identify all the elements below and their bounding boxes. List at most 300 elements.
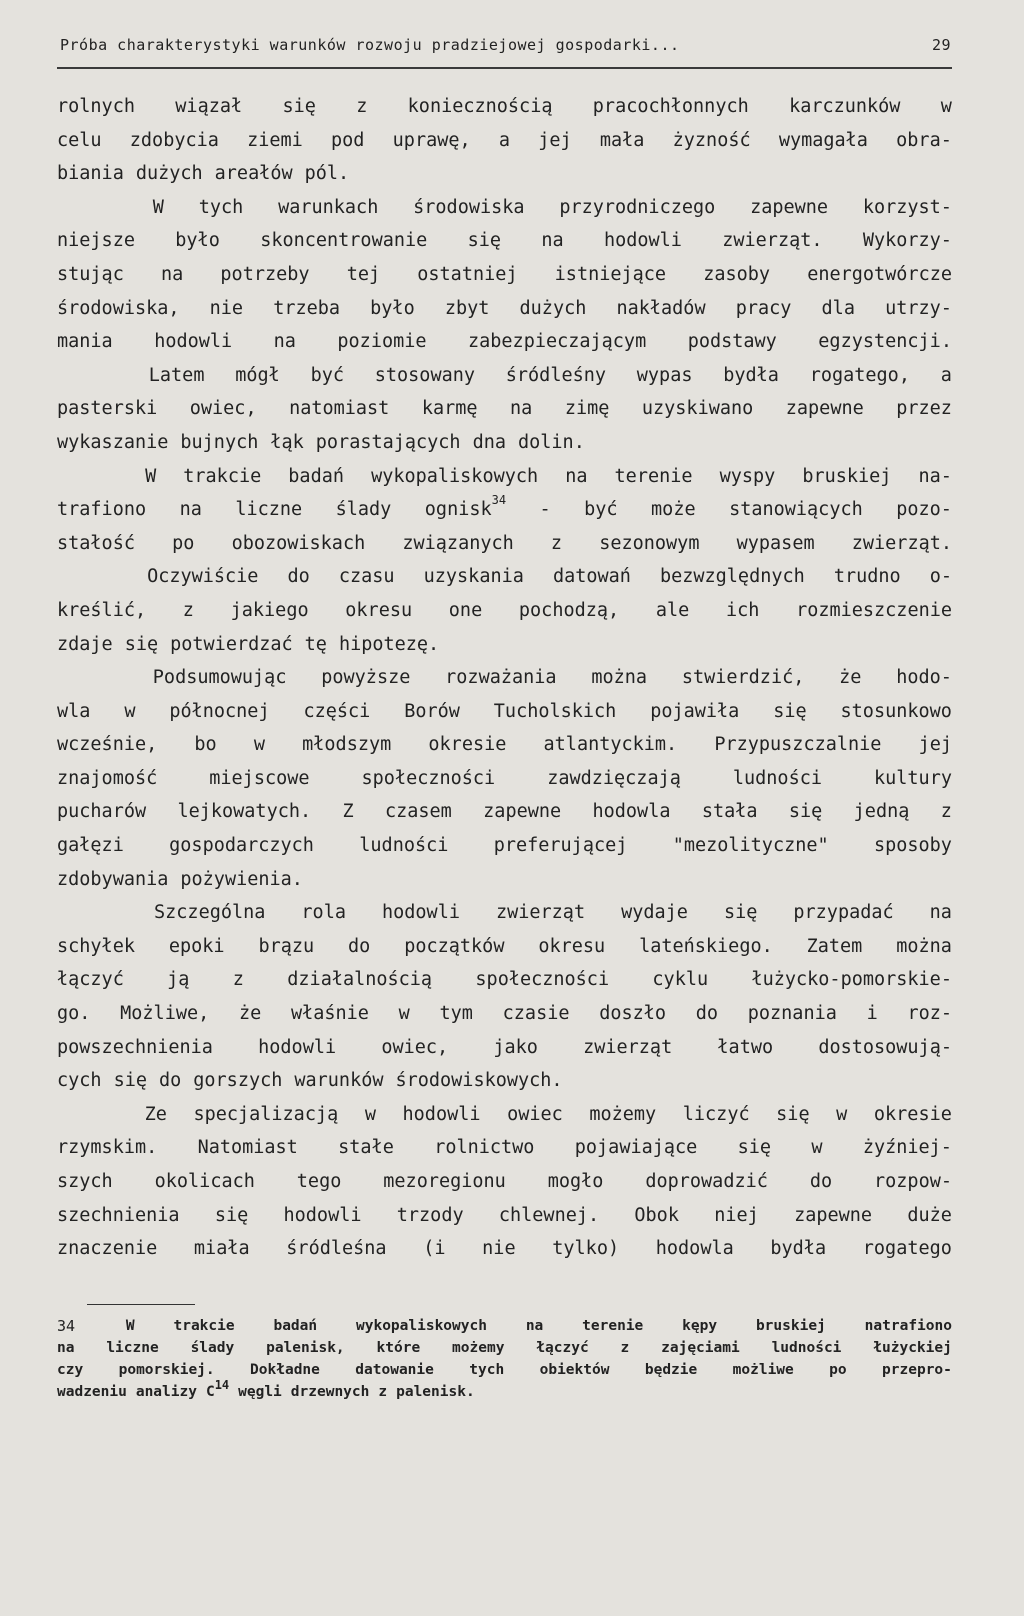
word: bruskiej — [802, 465, 892, 487]
word: łużycko-pomorskie- — [751, 969, 952, 991]
word: chlewnej. — [498, 1204, 600, 1226]
word: się — [737, 1137, 772, 1159]
word: Zatem — [806, 935, 863, 957]
word: gospodarczych — [169, 835, 314, 857]
word: z — [940, 801, 952, 823]
word: korzyst- — [862, 196, 952, 218]
word: żyźniej- — [862, 1137, 952, 1159]
word: że — [839, 667, 862, 689]
word: Przypuszczalnie — [714, 734, 882, 756]
word: szechnienia — [57, 1204, 180, 1226]
word: a — [940, 364, 952, 386]
word: hodowli — [154, 331, 233, 353]
word: tych — [198, 196, 244, 218]
word: właśnie — [290, 1003, 369, 1025]
word: hodowli — [283, 1204, 362, 1226]
word: do — [287, 566, 310, 588]
word: rogatego, — [809, 364, 910, 386]
text-line — [57, 1232, 952, 1266]
word: obra- — [896, 129, 952, 151]
word: na — [541, 230, 564, 252]
word: datowań — [552, 566, 631, 588]
word: W — [145, 465, 157, 487]
word: terenie — [614, 465, 693, 487]
word: Obok — [634, 1204, 679, 1226]
word: one — [448, 599, 483, 621]
word: wiązał — [175, 96, 243, 117]
word: karmę — [421, 398, 478, 420]
text-line — [57, 292, 952, 326]
word: stwierdzić, — [681, 667, 805, 689]
word: się — [776, 1103, 810, 1125]
word: rogatego — [862, 1238, 952, 1260]
word: okresu — [538, 935, 606, 957]
running-header — [60, 36, 951, 54]
word: owiec — [507, 1103, 563, 1125]
word: kępy — [682, 1318, 718, 1334]
word: jakiego — [230, 599, 309, 621]
word: lejkowatych. — [177, 801, 312, 823]
text-line — [57, 695, 952, 729]
word: poznania — [747, 1003, 837, 1025]
text-line — [57, 157, 952, 191]
word: rozmieszczenie — [796, 599, 952, 621]
word: pojawiła — [650, 700, 740, 722]
word: okresie — [428, 734, 507, 756]
word: łączyć — [536, 1340, 589, 1356]
word: ziemi — [247, 129, 303, 151]
word: i — [866, 1003, 878, 1025]
word: do — [809, 1171, 833, 1192]
word: szych — [57, 1171, 113, 1192]
word: tego — [296, 1171, 342, 1192]
word: na — [160, 263, 184, 285]
word: palenisk. — [396, 1384, 475, 1400]
text-line — [57, 628, 952, 662]
word: skoncentrowanie — [260, 230, 428, 252]
word: jej — [538, 129, 572, 151]
word: trafiono — [57, 499, 147, 521]
word: przepro- — [882, 1362, 952, 1378]
word: uprawę, — [392, 129, 471, 151]
word: Podsumowując — [152, 667, 287, 689]
word: może — [651, 499, 696, 521]
word: wcześnie, — [57, 734, 158, 756]
word: łatwo — [717, 1036, 774, 1058]
text-line — [57, 527, 952, 561]
word: zwierząt — [583, 1036, 673, 1058]
footnote-mark: 34 — [57, 1317, 76, 1335]
word: na — [565, 465, 588, 487]
word: stosunkowo — [840, 700, 952, 722]
word: W — [152, 196, 164, 218]
page-number: 29 — [931, 36, 951, 54]
word: bydła — [723, 364, 779, 386]
word: pól. — [304, 163, 350, 185]
word: bujnych — [180, 431, 259, 453]
text-line — [57, 930, 952, 964]
word: warunków — [294, 1070, 384, 1092]
word: ludności — [359, 835, 449, 857]
word: wypas — [636, 364, 693, 386]
word: zdobycia — [129, 129, 219, 151]
word: miała — [193, 1238, 250, 1260]
word: podstawy — [687, 331, 777, 353]
word: wla — [57, 700, 91, 722]
word: się — [788, 801, 823, 823]
footnote-line — [57, 1315, 952, 1337]
word: było — [175, 230, 220, 252]
word: bruskiej — [755, 1318, 826, 1334]
word: na — [57, 1340, 75, 1356]
text-line — [57, 460, 952, 494]
word: znaczenie — [57, 1238, 158, 1260]
word: tym — [439, 1003, 473, 1025]
word: badań — [273, 1318, 318, 1334]
word: Oczywiście — [147, 566, 259, 588]
word: Tucholskich — [493, 700, 617, 722]
word: wyspy — [719, 465, 776, 487]
text-line — [57, 762, 952, 796]
word: znajomość — [57, 767, 158, 789]
word: a — [498, 129, 510, 151]
word: ją — [167, 969, 190, 991]
word: areałów — [214, 163, 293, 185]
word: czasem — [384, 801, 452, 823]
word: można — [896, 935, 952, 957]
text-line — [57, 829, 952, 863]
footnote-rule — [87, 1304, 195, 1305]
word: się — [124, 633, 159, 655]
word: zawdzięczają — [547, 767, 681, 789]
word: na — [510, 398, 533, 420]
word: północnej — [169, 700, 270, 722]
word: stałe — [338, 1137, 394, 1159]
word: pożywienia. — [180, 868, 303, 890]
word: potrzeby — [220, 263, 310, 285]
word: tylko) — [552, 1238, 620, 1260]
word: zabezpieczającym — [468, 331, 647, 353]
word: zwierząt. — [722, 230, 823, 252]
word: powyższe — [321, 667, 411, 689]
word: drzewnych — [290, 1384, 370, 1400]
text-line — [57, 224, 952, 258]
word: karczunków — [789, 96, 901, 117]
word: rolnictwo — [434, 1137, 535, 1159]
word: trakcie — [173, 1318, 235, 1334]
word: w — [253, 734, 265, 756]
word: hodowla — [592, 801, 671, 823]
footnote-mark-holder — [57, 1315, 87, 1337]
word: zapewne — [785, 398, 864, 420]
word: nie — [209, 297, 244, 319]
word: schyłek — [57, 935, 135, 957]
word: czy — [57, 1362, 84, 1378]
word: stałość — [57, 532, 135, 554]
word: atlantyckim. — [543, 734, 678, 756]
word: środowiska, — [57, 297, 180, 319]
word: liczyć — [682, 1103, 750, 1125]
word: środowiskowych. — [395, 1070, 563, 1092]
word: doszło — [599, 1003, 667, 1025]
word: Wykorzy- — [862, 230, 952, 252]
word: duże — [907, 1204, 952, 1226]
word: środowiska — [413, 196, 525, 218]
word: być — [310, 364, 344, 386]
word: nie — [482, 1238, 516, 1260]
word: w — [836, 1103, 848, 1125]
word: bezwzględnych — [659, 566, 805, 588]
word: pomorskiej. — [118, 1362, 215, 1378]
word: czasu — [338, 566, 395, 588]
word: do — [695, 1003, 719, 1025]
word: poziomie — [337, 331, 427, 353]
word: hodowla — [655, 1238, 734, 1260]
word: cych — [57, 1070, 102, 1092]
word: węgli — [238, 1384, 282, 1400]
word: początków — [404, 935, 505, 957]
word: dużych — [135, 163, 203, 185]
word: możemy — [589, 1103, 657, 1125]
word: mógł — [235, 364, 280, 386]
word: trudno — [833, 566, 901, 588]
word: go. — [57, 1003, 91, 1025]
word: z — [378, 1384, 388, 1400]
word: okresie — [873, 1103, 952, 1125]
word: Natomiast — [197, 1137, 298, 1159]
word: terenie — [582, 1318, 644, 1334]
word: jej — [918, 734, 952, 756]
word: w — [398, 1003, 410, 1025]
word: hodowli — [402, 1103, 481, 1125]
word: W — [125, 1318, 135, 1334]
word: pasterski — [57, 398, 158, 420]
word: w — [364, 1103, 376, 1125]
word: natrafiono — [864, 1318, 952, 1334]
word: obozowiskach — [231, 532, 366, 554]
word: wypasem — [736, 532, 815, 554]
word: się — [773, 700, 807, 722]
word: stosowany — [374, 364, 475, 386]
word: w — [940, 96, 952, 117]
word: hodo- — [896, 667, 952, 689]
body-text — [57, 90, 952, 1266]
word: "mezolityczne" — [672, 835, 829, 857]
word: być — [584, 499, 618, 521]
text-line — [57, 661, 952, 695]
word: zwierząt. — [851, 532, 952, 554]
word: bydła — [770, 1238, 827, 1260]
word: mania — [57, 331, 113, 353]
word: Dokładne — [250, 1362, 320, 1378]
footnote-line — [57, 1359, 952, 1381]
word: jedną — [853, 801, 910, 823]
word: się — [214, 1204, 249, 1226]
word: łużyckiej — [873, 1340, 952, 1356]
word: było — [370, 297, 415, 319]
word: mała — [599, 129, 645, 151]
word: kultury — [874, 767, 952, 789]
word: pracy — [735, 297, 792, 319]
word: (i — [423, 1238, 446, 1260]
word: tę — [304, 633, 327, 655]
word: w — [811, 1137, 823, 1159]
word: - — [539, 499, 551, 521]
word: bo — [194, 734, 217, 756]
word: Z — [342, 801, 354, 823]
word: pod — [331, 129, 365, 151]
word: śródleśna — [286, 1238, 387, 1260]
word: zwierząt — [495, 902, 586, 924]
word: tych — [469, 1362, 505, 1378]
word: stanowiących — [729, 499, 863, 521]
text-line — [57, 1165, 952, 1199]
word: istniejące — [554, 263, 667, 285]
word: epoki — [168, 935, 225, 957]
word: cyklu — [652, 969, 709, 991]
word: powszechnienia — [57, 1036, 213, 1058]
word: wykaszanie — [57, 431, 169, 453]
word: wadzeniu — [57, 1384, 127, 1400]
word: niej — [714, 1204, 759, 1226]
word: sposoby — [873, 835, 952, 857]
word: związanych — [402, 532, 514, 554]
word: porastających — [315, 431, 461, 453]
word: na — [273, 331, 296, 353]
word: przypadać — [793, 902, 894, 924]
text-line — [57, 795, 952, 829]
word: Ze — [144, 1103, 167, 1125]
word: dostosowują- — [818, 1036, 952, 1058]
word: kreślić, — [57, 599, 147, 621]
word: uzyskiwano — [641, 398, 754, 420]
word: hodowli — [382, 902, 460, 924]
word: do — [348, 935, 371, 957]
text-line — [57, 896, 952, 930]
word: ślady — [335, 499, 392, 521]
text-line — [57, 1031, 952, 1065]
paragraph-indent — [57, 896, 118, 930]
word: zdaje — [57, 633, 113, 655]
word: z — [182, 599, 194, 621]
word: dużych — [519, 297, 587, 319]
word: pozo- — [896, 499, 952, 521]
word: liczne — [235, 499, 303, 521]
footnote — [57, 1315, 952, 1403]
word: zimę — [564, 398, 610, 420]
word: wykopaliskowych — [356, 1318, 487, 1334]
word: trzeba — [273, 297, 341, 319]
word: preferującej — [493, 835, 628, 857]
text-line — [57, 997, 952, 1031]
word: nakładów — [616, 297, 706, 319]
word: miejscowe — [209, 767, 310, 789]
word: natomiast — [289, 398, 390, 420]
word: na — [929, 902, 952, 924]
word: do — [158, 1070, 182, 1092]
word: z — [620, 1340, 630, 1356]
word: zapewne — [750, 196, 829, 218]
word: utrzy- — [885, 297, 952, 319]
word: datowanie — [355, 1362, 434, 1378]
word: pochodzą, — [518, 599, 620, 621]
word: zasoby — [703, 263, 771, 285]
word: po — [172, 532, 195, 554]
word: hipotezę. — [338, 633, 440, 655]
word: mezoregionu — [383, 1171, 506, 1192]
word: Borów — [404, 700, 460, 722]
word: niejsze — [57, 230, 135, 252]
word: biania — [57, 163, 124, 185]
paragraph-indent — [57, 661, 118, 695]
text-line — [57, 560, 952, 594]
word: dla — [821, 297, 855, 319]
word: zajęciami — [661, 1340, 740, 1356]
paragraph-indent — [57, 1098, 118, 1132]
word: na- — [918, 465, 952, 487]
word: badań — [288, 465, 344, 487]
word: czasie — [502, 1003, 570, 1025]
word: celu — [57, 129, 102, 151]
word: że — [238, 1003, 262, 1025]
word: jako — [493, 1036, 538, 1058]
running-title: Próba charakterystyki warunków rozwoju pradziejowej gospodarki... — [60, 36, 680, 54]
word: trzody — [396, 1204, 464, 1226]
paragraph-indent — [57, 359, 118, 393]
word: koniecznością — [407, 96, 553, 117]
text-line — [57, 258, 952, 292]
word: palenisk, — [266, 1340, 345, 1356]
word: wydaje — [621, 902, 688, 924]
word: potwierdzać — [170, 633, 293, 655]
word: pojawiające — [574, 1137, 698, 1159]
word: śródleśny — [505, 364, 607, 386]
word: pucharów — [57, 801, 147, 823]
word: na — [179, 499, 202, 521]
word: okolicach — [154, 1171, 255, 1192]
text-line — [57, 594, 952, 628]
word: rolnych — [57, 96, 135, 117]
word: społeczności — [361, 767, 496, 789]
word: sezonowym — [599, 532, 700, 554]
word: owiec, — [189, 398, 257, 420]
word: dna — [472, 431, 506, 453]
text-line — [57, 90, 952, 124]
word: wymagała — [778, 129, 868, 151]
text-line — [57, 493, 952, 527]
word: ludności — [771, 1340, 842, 1356]
text-line — [57, 963, 952, 997]
word: z — [356, 96, 368, 117]
word: uzyskania — [423, 566, 524, 588]
text-line — [57, 1131, 952, 1165]
word: o- — [929, 566, 952, 588]
text-line — [57, 392, 952, 426]
word: owiec, — [381, 1036, 449, 1058]
word: działalnością — [287, 969, 433, 991]
word: ognisk$^{34}$ — [424, 493, 507, 521]
word: po — [829, 1362, 847, 1378]
word: społeczności — [475, 969, 610, 991]
word: specjalizacją — [193, 1103, 339, 1125]
word: ludności — [732, 767, 822, 789]
word: mogło — [547, 1171, 604, 1192]
word: pracochłonnych — [592, 96, 749, 117]
paragraph-indent — [57, 460, 118, 494]
word: części — [303, 700, 371, 722]
word: z — [232, 969, 244, 991]
word: obiektów — [539, 1362, 610, 1378]
